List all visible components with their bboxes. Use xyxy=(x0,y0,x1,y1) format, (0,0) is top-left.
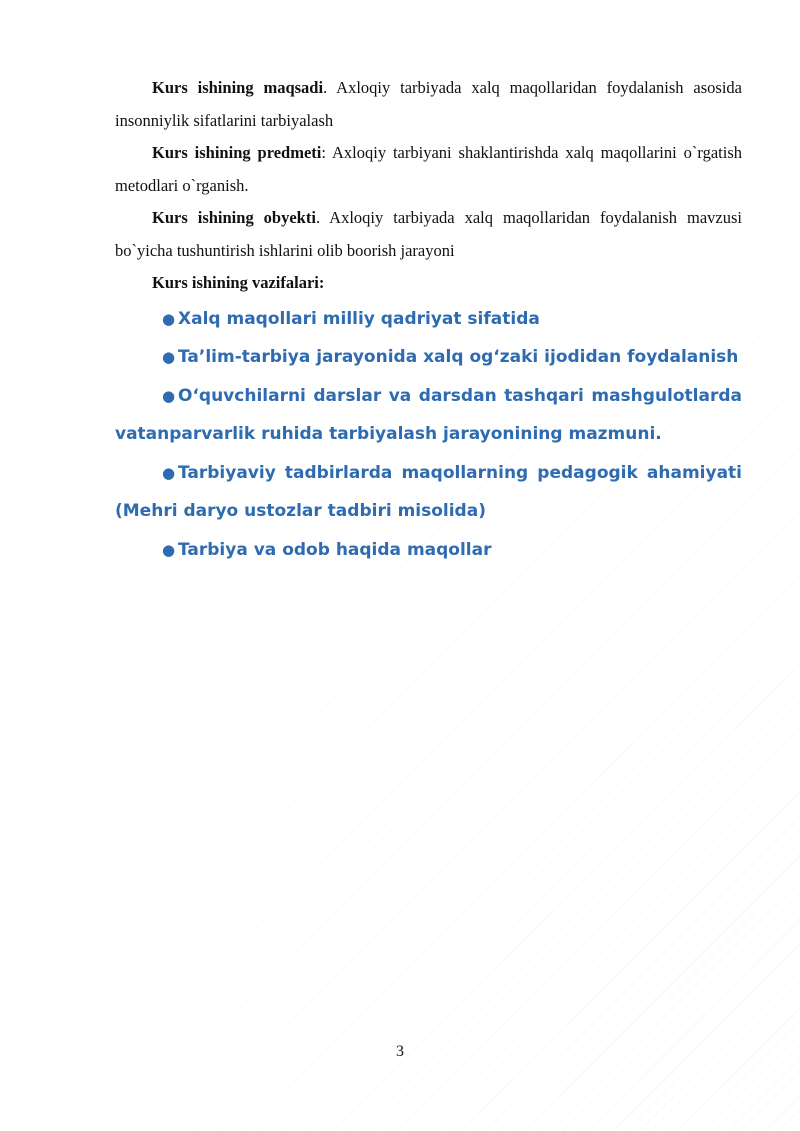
goal-lead: Kurs ishining maqsadi xyxy=(152,78,324,97)
goal-text: . Axloqiy tarbiyada xalq maqollaridan foydalanish asosida insonniylik sifatlarini tarbiyalash xyxy=(115,78,742,130)
task-text: Ta’lim-tarbiya jarayonida xalq og‘zaki ijodidan foydalanish xyxy=(178,347,739,367)
bullet-icon: ● xyxy=(162,386,176,405)
page-content xyxy=(115,72,742,569)
object-lead: Kurs ishining obyekti xyxy=(152,208,316,227)
task-item xyxy=(115,531,742,570)
task-text: Xalq maqollari milliy qadriyat sifatida xyxy=(178,308,540,329)
task-item xyxy=(115,338,742,377)
object-paragraph xyxy=(115,202,742,267)
task-text: O‘quvchilarni darslar va darsdan tashqari mashgulotlarda vatanparvarlik ruhida tarbiyalash jarayonining mazmuni. xyxy=(115,385,742,444)
page-number: 3 xyxy=(396,1043,404,1060)
tasks-heading: Kurs ishining vazifalari: xyxy=(152,273,325,292)
bullet-icon: ● xyxy=(162,309,176,328)
subject-lead: Kurs ishining predmeti xyxy=(152,143,322,162)
task-text: Tarbiyaviy tadbirlarda maqollarning pedagogik ahamiyati (Mehri daryo ustozlar tadbiri misolida) xyxy=(115,462,742,521)
task-item xyxy=(115,454,742,531)
bullet-icon: ● xyxy=(162,540,176,559)
object-text: . Axloqiy tarbiyada xalq maqollaridan foydalanish mavzusi bo`yicha tushuntirish ishlarini olib boorish jarayoni xyxy=(115,208,742,260)
bullet-icon: ● xyxy=(162,348,176,366)
subject-text: : Axloqiy tarbiyani shaklantirishda xalq maqollarini o`rgatish metodlari o`rganish. xyxy=(115,143,742,195)
task-text: Tarbiya va odob haqida maqollar xyxy=(178,539,492,560)
bullet-icon: ● xyxy=(162,463,176,482)
subject-paragraph xyxy=(115,137,742,202)
task-item xyxy=(115,377,742,454)
goal-paragraph xyxy=(115,72,742,137)
tasks-list xyxy=(115,300,742,570)
task-item xyxy=(115,300,742,339)
